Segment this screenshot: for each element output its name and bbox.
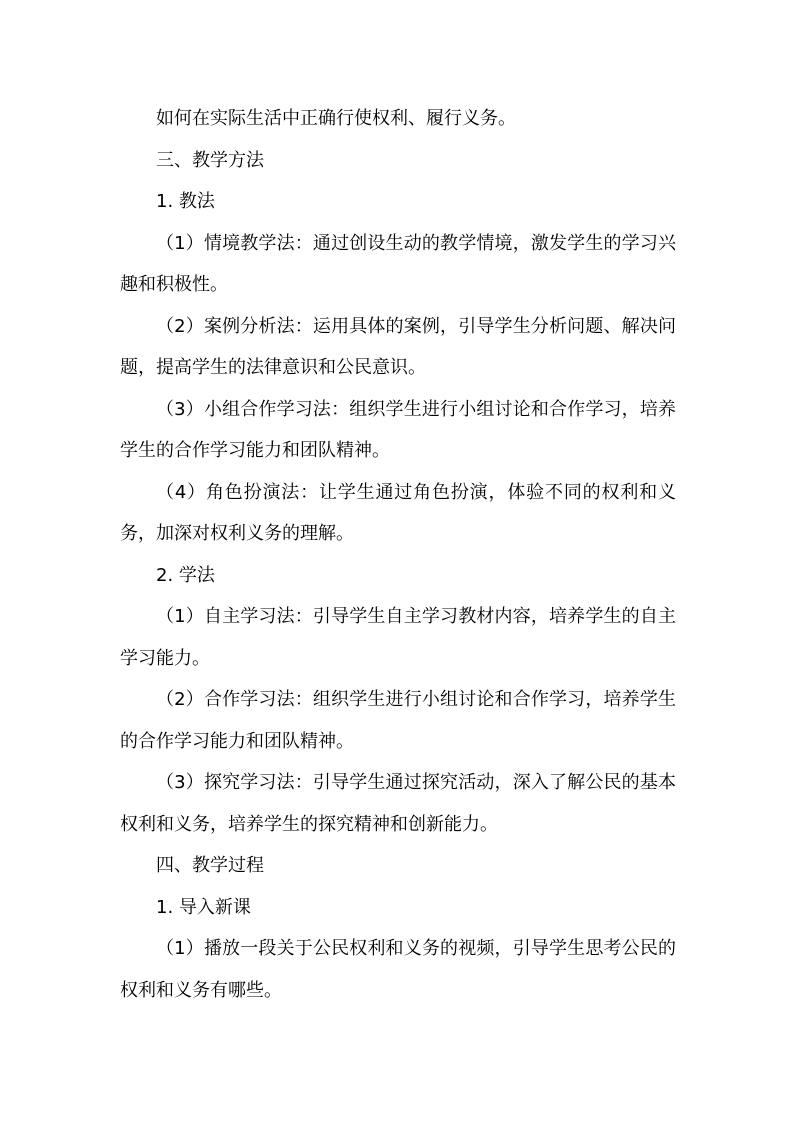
list-item: （1）情境教学法：通过创设生动的教学情境，激发学生的学习兴趣和积极性。 — [120, 232, 676, 295]
subheading-introduction: 1. 导入新课 — [156, 896, 251, 918]
section-heading-teaching-methods: 三、教学方法 — [156, 149, 264, 171]
list-item: （2）案例分析法：运用具体的案例，引导学生分析问题、解决问题，提高学生的法律意识和公民意识。 — [120, 315, 676, 378]
list-item: （1）自主学习法：引导学生自主学习教材内容，培养学生的自主学习能力。 — [120, 606, 676, 669]
subheading-teaching-method: 1. 教法 — [156, 191, 215, 212]
list-item: （3）小组合作学习法：组织学生进行小组讨论和合作学习，培养学生的合作学习能力和团队精神。 — [120, 398, 676, 461]
list-item: （4）角色扮演法：让学生通过角色扮演，体验不同的权利和义务，加深对权利义务的理解。 — [120, 481, 676, 544]
list-item: （1）播放一段关于公民权利和义务的视频，引导学生思考公民的权利和义务有哪些。 — [120, 938, 676, 1001]
subheading-learning-method: 2. 学法 — [156, 564, 215, 586]
paragraph-continuation: 如何在实际生活中正确行使权利、履行义务。 — [156, 108, 516, 129]
list-item: （2）合作学习法：组织学生进行小组讨论和合作学习，培养学生的合作学习能力和团队精神。 — [120, 689, 676, 752]
document-body — [120, 98, 676, 1011]
list-item: （3）探究学习法：引导学生通过探究活动，深入了解公民的基本权利和义务，培养学生的探究精神和创新能力。 — [120, 772, 676, 835]
section-heading-teaching-process: 四、教学过程 — [156, 855, 264, 876]
